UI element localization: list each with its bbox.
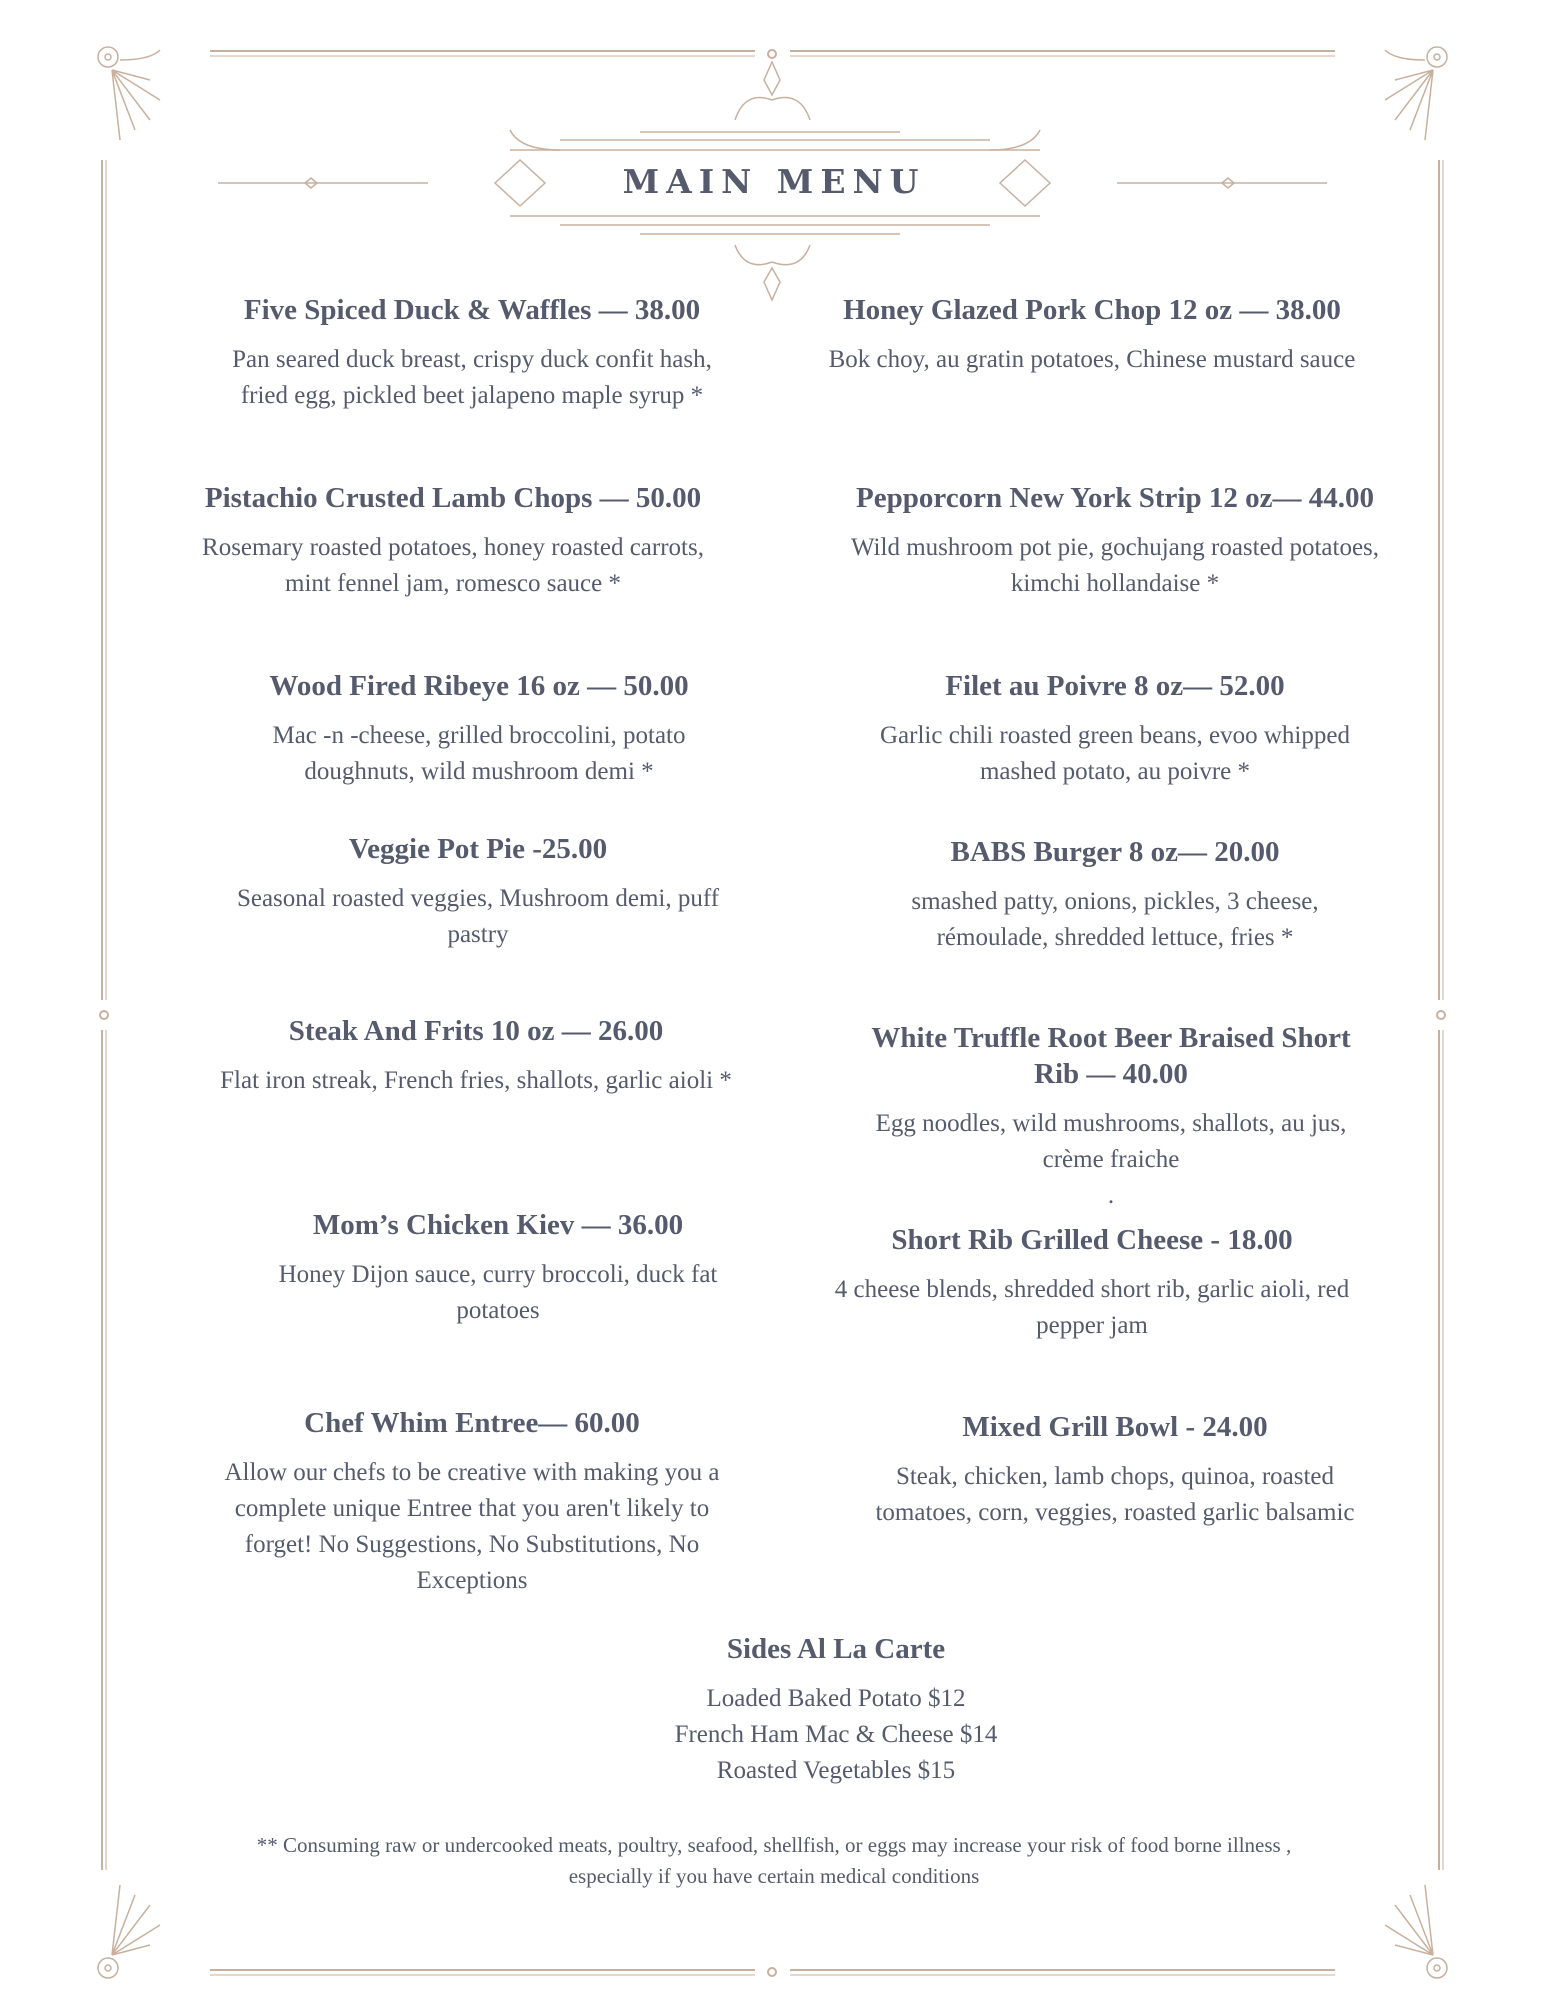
- side-item: Roasted Vegetables $15: [716, 1757, 956, 1784]
- top-border: [210, 50, 1335, 58]
- menu-item-name: Mixed Grill Bowl - 24.00: [962, 1411, 1268, 1443]
- disclaimer-line: especially if you have certain medical conditions: [568, 1864, 980, 1888]
- menu-item-name: Short Rib Grilled Cheese - 18.00: [891, 1224, 1293, 1256]
- menu-item: [855, 668, 1375, 790]
- food-safety-disclaimer: [124, 1830, 1424, 1892]
- menu-item-description: Seasonal roasted veggies, Mushroom demi, puff pastry: [236, 885, 720, 948]
- menu-item-name: Five Spiced Duck & Waffles — 38.00: [243, 294, 701, 326]
- menu-item: [219, 668, 739, 790]
- menu-item-description: Bok choy, au gratin potatoes, Chinese mustard sauce: [828, 346, 1356, 373]
- menu-item: [218, 831, 738, 953]
- menu-item-name: Mom’s Chicken Kiev — 36.00: [312, 1209, 684, 1241]
- page-title: MAIN MENU: [622, 162, 926, 201]
- menu-item-name: BABS Burger 8 oz— 20.00: [950, 836, 1280, 868]
- menu-item-name: Honey Glazed Pork Chop 12 oz — 38.00: [843, 294, 1341, 326]
- menu-item-description: Pan seared duck breast, crispy duck confit hash, fried egg, pickled beet jalapeno maple syrup *: [232, 346, 712, 409]
- menu-item-description: 4 cheese blends, shredded short rib, garlic aioli, red pepper jam: [834, 1276, 1350, 1339]
- sides-section: [556, 1631, 1116, 1789]
- menu-item-name: Pepporcorn New York Strip 12 oz— 44.00: [856, 482, 1374, 514]
- menu-item: [835, 480, 1395, 602]
- menu-item-name: Veggie Pot Pie -25.00: [348, 833, 608, 865]
- menu-item: [861, 1020, 1361, 1214]
- menu-item: [216, 1013, 736, 1099]
- menu-item: [832, 1222, 1352, 1344]
- sides-title: Sides Al La Carte: [726, 1633, 946, 1665]
- menu-item-description: Mac -n -cheese, grilled broccolini, potato doughnuts, wild mushroom demi *: [272, 722, 686, 785]
- menu-item-description: Honey Dijon sauce, curry broccoli, duck fat potatoes: [278, 1261, 718, 1324]
- menu-item-description: Steak, chicken, lamb chops, quinoa, roasted tomatoes, corn, veggies, roasted garlic balsamic: [875, 1463, 1355, 1526]
- menu-item-description: Flat iron streak, French fries, shallots, garlic aioli *: [220, 1067, 732, 1094]
- menu-item-description: Allow our chefs to be creative with making you a complete unique Entree that you aren't likely to forget! No Suggestions, No Substitutions, No Exceptions: [224, 1459, 720, 1594]
- menu-item: [845, 1409, 1385, 1531]
- menu-item-name: Wood Fired Ribeye 16 oz — 50.00: [269, 670, 689, 702]
- menu-item-name: Filet au Poivre 8 oz— 52.00: [945, 670, 1285, 702]
- menu-item-name: Chef Whim Entree— 60.00: [304, 1407, 640, 1439]
- menu-item-description: Egg noodles, wild mushrooms, shallots, au jus, crème fraiche .: [875, 1110, 1347, 1209]
- menu-item: [238, 1207, 758, 1329]
- bottom-border: [210, 1968, 1335, 1976]
- disclaimer-line: ** Consuming raw or undercooked meats, poultry, seafood, shellfish, or eggs may increase your risk of food borne illness ,: [256, 1833, 1292, 1857]
- menu-item-description: Garlic chili roasted green beans, evoo whipped mashed potato, au poivre *: [880, 722, 1350, 785]
- menu-item: [855, 834, 1375, 956]
- menu-item-name: White Truffle Root Beer Braised Short Rib — 40.00: [871, 1022, 1351, 1090]
- menu-item-name: Pistachio Crusted Lamb Chops — 50.00: [204, 482, 702, 514]
- menu-item: [212, 292, 732, 414]
- menu-item: [193, 480, 713, 602]
- side-item: French Ham Mac & Cheese $14: [674, 1721, 998, 1748]
- menu-item-description: Wild mushroom pot pie, gochujang roasted potatoes, kimchi hollandaise *: [850, 534, 1380, 597]
- menu-item: [822, 292, 1362, 378]
- menu-item-description: smashed patty, onions, pickles, 3 cheese, rémoulade, shredded lettuce, fries *: [911, 888, 1319, 951]
- side-item: Loaded Baked Potato $12: [706, 1685, 966, 1712]
- menu-item-name: Steak And Frits 10 oz — 26.00: [288, 1015, 664, 1047]
- menu-item: [212, 1405, 732, 1599]
- menu-item-description: Rosemary roasted potatoes, honey roasted carrots, mint fennel jam, romesco sauce *: [202, 534, 704, 597]
